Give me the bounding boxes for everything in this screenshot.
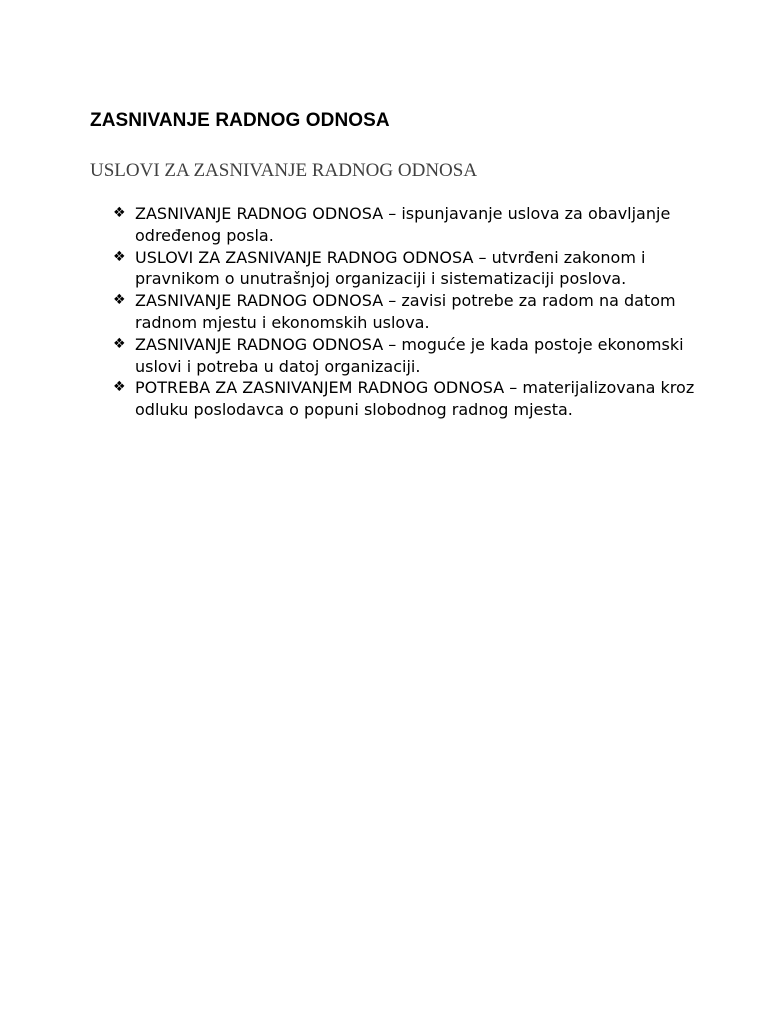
list-item-text: USLOVI ZA ZASNIVANJE RADNOG ODNOSA – utvrđeni zakonom i pravnikom o unutrašnjoj organizaciji i sistematizaciji poslova. (135, 247, 646, 289)
list-item (90, 247, 695, 291)
diamond-bullet-icon: ❖ (113, 379, 126, 396)
page-title: ZASNIVANJE RADNOG ODNOSA (90, 110, 390, 131)
section-subtitle: USLOVI ZA ZASNIVANJE RADNOG ODNOSA (90, 160, 478, 181)
list-item (90, 334, 695, 378)
bullet-list (90, 203, 708, 421)
diamond-bullet-icon: ❖ (113, 205, 126, 221)
list-item (90, 377, 695, 421)
list-item (90, 290, 695, 334)
diamond-bullet-icon: ❖ (113, 292, 126, 309)
list-item (90, 203, 695, 247)
list-item-text: ZASNIVANJE RADNOG ODNOSA – ispunjavanje uslova za obavljanje određenog posla. (135, 204, 671, 245)
diamond-bullet-icon: ❖ (113, 248, 126, 265)
list-item-text: POTREBA ZA ZASNIVANJEM RADNOG ODNOSA – materijalizovana kroz odluku poslodavca o popuni slobodnog radnog mjesta. (135, 378, 695, 420)
list-item-text: ZASNIVANJE RADNOG ODNOSA – moguće je kada postoje ekonomski uslovi i potreba u datoj organizaciji. (135, 334, 684, 376)
list-item-text: ZASNIVANJE RADNOG ODNOSA – zavisi potrebe za radom na datom radnom mjestu i ekonomskih uslova. (135, 291, 676, 332)
diamond-bullet-icon: ❖ (113, 335, 126, 352)
